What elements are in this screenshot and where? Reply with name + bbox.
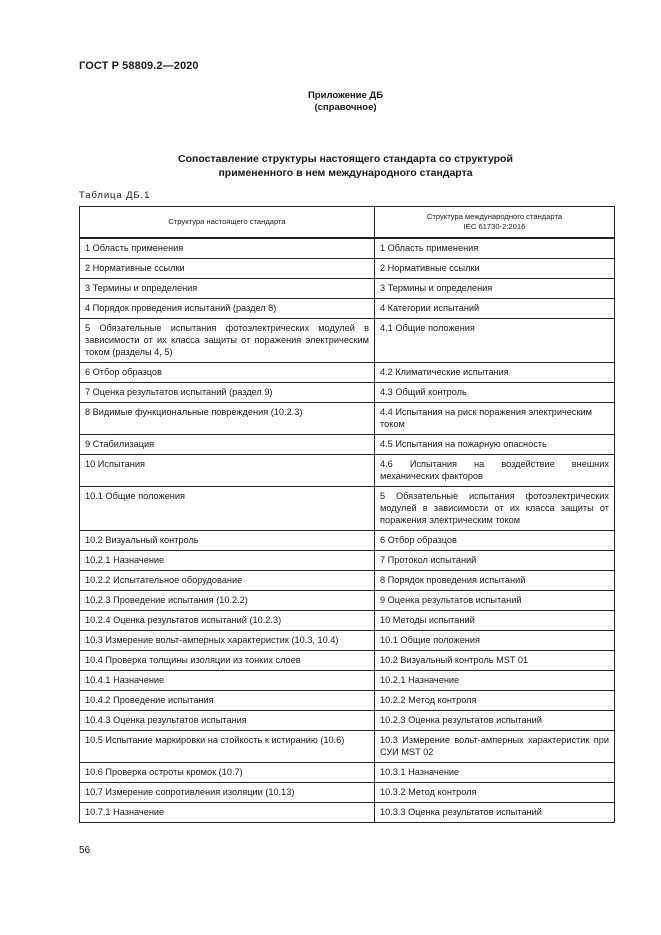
- cell-international: 4 Категории испытаний: [375, 299, 615, 319]
- table-row: [80, 455, 615, 487]
- table-row: [80, 487, 615, 531]
- cell-national: 2 Нормативные ссылки: [80, 259, 375, 279]
- table-row: [80, 238, 615, 259]
- cell-international: 5 Обязательные испытания фотоэлектрических модулей в зависимости от их класса защиты от поражения электрическим током: [375, 487, 615, 531]
- cell-national: 10.4.2 Проведение испытания: [80, 691, 375, 711]
- appendix-heading: [0, 90, 661, 114]
- cell-national: 10.1 Общие положения: [80, 487, 375, 531]
- cell-international: 10 Методы испытаний: [375, 611, 615, 631]
- cell-national: 10.4 Проверка толщины изоляции из тонких слоев: [80, 651, 375, 671]
- cell-international: 10.3 Измерение вольт-амперных характеристик при СУИ MST 02: [375, 731, 615, 763]
- document-code: ГОСТ Р 58809.2—2020: [79, 60, 199, 72]
- cell-national: 10.6 Проверка остроты кромок (10.7): [80, 763, 375, 783]
- table-row: [80, 691, 615, 711]
- col1-header: Структура настоящего стандарта: [80, 207, 375, 239]
- cell-national: 1 Область применения: [80, 238, 375, 259]
- table-row: [80, 363, 615, 383]
- cell-international: 8 Порядок проведения испытаний: [375, 571, 615, 591]
- cell-national: 6 Отбор образцов: [80, 363, 375, 383]
- table-row: [80, 259, 615, 279]
- table-row: [80, 671, 615, 691]
- table-row: [80, 435, 615, 455]
- cell-national: 10.7 Измерение сопротивления изоляции (10.13): [80, 783, 375, 803]
- col2-header: [375, 207, 615, 239]
- cell-international: 1 Область применения: [375, 238, 615, 259]
- section-title-line2: примененного в нем международного стандарта: [218, 167, 473, 179]
- cell-international: 10.2.2 Метод контроля: [375, 691, 615, 711]
- cell-international: 6 Отбор образцов: [375, 531, 615, 551]
- cell-international: 10.2.3 Оценка результатов испытаний: [375, 711, 615, 731]
- table-row: [80, 783, 615, 803]
- col2-header-line2: IEC 61730-2:2016: [463, 222, 526, 231]
- structure-comparison-table: [79, 206, 615, 823]
- table-row: [80, 631, 615, 651]
- cell-international: 4.6 Испытания на воздействие внешних механических факторов: [375, 455, 615, 487]
- table-row: [80, 319, 615, 363]
- table-row: [80, 803, 615, 823]
- cell-international: 3 Термины и определения: [375, 279, 615, 299]
- cell-national: 10.2.2 Испытательное оборудование: [80, 571, 375, 591]
- cell-national: 10.2 Визуальный контроль: [80, 531, 375, 551]
- section-title: [0, 152, 661, 180]
- table-row: [80, 383, 615, 403]
- table-row: [80, 299, 615, 319]
- cell-national: 4 Порядок проведения испытаний (раздел 8): [80, 299, 375, 319]
- cell-international: 4.3 Общий контроль: [375, 383, 615, 403]
- appendix-subtitle: (справочное): [314, 102, 377, 113]
- appendix-title: Приложение ДБ: [307, 90, 384, 101]
- cell-international: 7 Протокол испытаний: [375, 551, 615, 571]
- cell-international: 4.1 Общие положения: [375, 319, 615, 363]
- cell-national: 10.5 Испытание маркировки на стойкость к истиранию (10.6): [80, 731, 375, 763]
- cell-national: 3 Термины и определения: [80, 279, 375, 299]
- cell-international: 2 Нормативные ссылки: [375, 259, 615, 279]
- cell-national: 10.2.1 Назначение: [80, 551, 375, 571]
- cell-international: 4.5 Испытания на пожарную опасность: [375, 435, 615, 455]
- table-row: [80, 731, 615, 763]
- table-row: [80, 591, 615, 611]
- table-row: [80, 531, 615, 551]
- table-row: [80, 403, 615, 435]
- cell-national: 5 Обязательные испытания фотоэлектрических модулей в зависимости от их класса защиты от поражения электрическим током (разделы 4, 5): [80, 319, 375, 363]
- cell-international: 10.2 Визуальный контроль MST 01: [375, 651, 615, 671]
- cell-national: 10.2.4 Оценка результатов испытаний (10.2.3): [80, 611, 375, 631]
- cell-international: 10.3.1 Назначение: [375, 763, 615, 783]
- page-number: 56: [79, 845, 91, 856]
- cell-international: 10.1 Общие положения: [375, 631, 615, 651]
- cell-national: 7 Оценка результатов испытаний (раздел 9): [80, 383, 375, 403]
- cell-international: 10.2.1 Назначение: [375, 671, 615, 691]
- table-row: [80, 551, 615, 571]
- table-label: Таблица ДБ.1: [79, 190, 151, 201]
- table-header-row: [80, 207, 615, 239]
- table-row: [80, 651, 615, 671]
- table-row: [80, 279, 615, 299]
- cell-international: 10.3.3 Оценка результатов испытаний: [375, 803, 615, 823]
- cell-national: 10.2.3 Проведение испытания (10.2.2): [80, 591, 375, 611]
- table-row: [80, 571, 615, 591]
- cell-international: 9 Оценка результатов испытаний: [375, 591, 615, 611]
- cell-international: 4.2 Климатические испытания: [375, 363, 615, 383]
- cell-national: 10.3 Измерение вольт-амперных характеристик (10.3, 10.4): [80, 631, 375, 651]
- cell-national: 10.4.3 Оценка результатов испытания: [80, 711, 375, 731]
- cell-national: 8 Видимые функциональные повреждения (10.2.3): [80, 403, 375, 435]
- cell-international: 4.4 Испытания на риск поражения электрическим током: [375, 403, 615, 435]
- table-row: [80, 711, 615, 731]
- table-row: [80, 763, 615, 783]
- cell-international: 10.3.2 Метод контроля: [375, 783, 615, 803]
- cell-national: 10 Испытания: [80, 455, 375, 487]
- col2-header-line1: Структура международного стандарта: [426, 212, 563, 221]
- cell-national: 9 Стабилизация: [80, 435, 375, 455]
- cell-national: 10.4.1 Назначение: [80, 671, 375, 691]
- section-title-line1: Сопоставление структуры настоящего стандарта со структурой: [178, 153, 513, 165]
- cell-national: 10.7.1 Назначение: [80, 803, 375, 823]
- table-row: [80, 611, 615, 631]
